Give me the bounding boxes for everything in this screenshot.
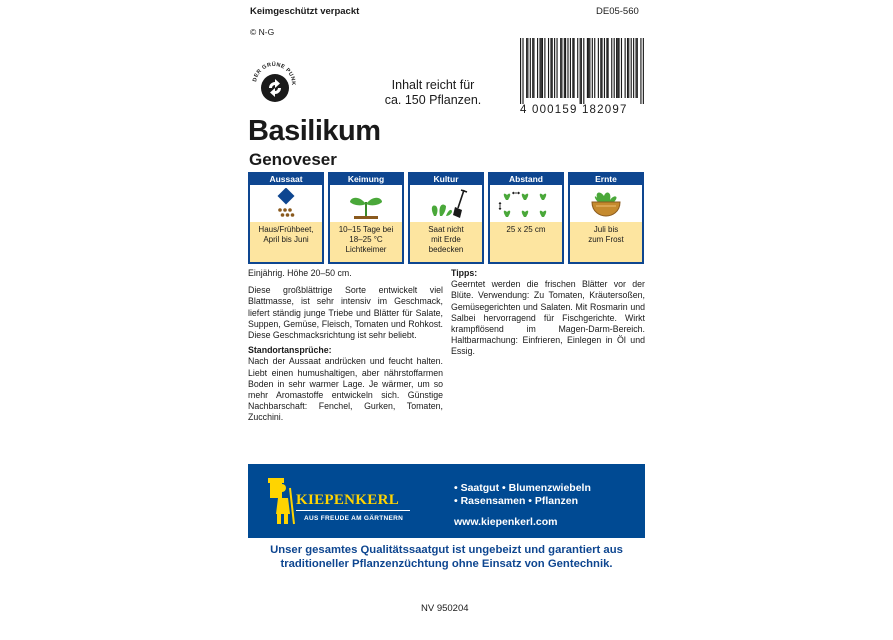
barcode (520, 38, 644, 118)
barcode-bar (533, 38, 534, 98)
barcode-number: 4 000159 182097 (520, 104, 628, 116)
seed-packet-icon (258, 188, 314, 220)
website-link[interactable]: www.kiepenkerl.com (454, 516, 558, 528)
info-box-keimung (328, 172, 404, 264)
barcode-bar (627, 38, 628, 98)
contents-line-2: ca. 150 Pflanzen. (384, 93, 482, 107)
barcode-bar (541, 38, 542, 98)
barcode-bar (570, 38, 571, 98)
quality-line-1: Unser gesamtes Qualitätssaatgut ist ungebeizt und garantiert aus (270, 544, 623, 556)
green-dot-label: DER GRÜNE PUNK (252, 61, 297, 86)
barcode-bar (640, 38, 641, 104)
barcode-bar (625, 38, 626, 98)
info-box-line: Lichtkeimer (345, 245, 387, 254)
barcode-bar (560, 38, 561, 98)
location-body: Nach der Aussaat andrücken und feucht halten. Liebt einen humushaltigen, aber nährstoffarmen Boden in sehr warmer Lage. Je wärmer, um so mehr Aromastoffe entwickeln sich. Günstige Nachbarschaft: Fenchel, Gurken, Tomaten, Zucchini. (248, 356, 443, 423)
copyright-note: © N-G (250, 27, 275, 37)
barcode-bar (618, 38, 619, 98)
barcode-bar (594, 38, 595, 98)
tips-heading: Tipps: (451, 268, 478, 278)
barcode-bar (539, 38, 540, 98)
barcode-bar (600, 38, 601, 98)
info-box-heading: Aussaat (250, 174, 322, 185)
product-title: Basilikum (248, 115, 381, 147)
barcode-bars (520, 38, 644, 104)
info-box-line: bedecken (428, 245, 464, 254)
packaging-note: Keimgeschützt verpackt (250, 6, 360, 17)
contents-line-1: Inhalt reicht für (391, 78, 475, 92)
barcode-bar (527, 38, 528, 98)
product-range-line: • Saatgut • Blumenzwiebeln (454, 482, 591, 494)
barcode-bar (606, 38, 607, 98)
barcode-bar (537, 38, 538, 98)
barcode-bar (628, 38, 629, 98)
barcode-bar (580, 38, 581, 104)
brand-claim: AUS FREUDE AM GÄRTNERN (304, 515, 404, 522)
barcode-bar (581, 38, 582, 104)
kiepenkerl-figure-icon (260, 474, 296, 526)
product-range-line: • Rasensamen • Pflanzen (454, 495, 579, 507)
info-box-kultur (408, 172, 484, 264)
seedling-icon (338, 188, 394, 220)
barcode-bar (608, 38, 609, 98)
barcode-bar (616, 38, 617, 98)
barcode-bar (588, 38, 589, 98)
barcode-bar (583, 38, 584, 104)
barcode-bar (556, 38, 557, 98)
description-intro: Einjährig. Höhe 20–50 cm. (248, 268, 352, 278)
info-box-heading: Kultur (410, 174, 482, 185)
barcode-bar (592, 38, 593, 98)
quality-line-2: traditioneller Pflanzenzüchtung ohne Einsatz von Gentechnik. (280, 558, 613, 570)
product-variety: Genoveser (249, 150, 337, 169)
barcode-bar (520, 38, 521, 104)
barcode-bar (577, 38, 578, 98)
barcode-bar (635, 38, 636, 98)
barcode-bar (564, 38, 565, 98)
brand-banner (248, 464, 645, 538)
barcode-bar (598, 38, 599, 98)
info-box-heading: Ernte (570, 174, 642, 185)
info-box-line: Saat nicht (428, 225, 464, 234)
barcode-bar (548, 38, 549, 98)
barcode-bar (587, 38, 588, 98)
barcode-bar (565, 38, 566, 98)
info-box-line: Juli bis (593, 225, 619, 234)
info-box-line: 18–25 °C (349, 235, 383, 244)
info-box-line: 10–15 Tage bei (338, 225, 394, 234)
info-box-line: mit Erde (431, 235, 461, 244)
barcode-bar (631, 38, 632, 98)
contents-note (362, 78, 504, 108)
spacing-plants-icon (498, 188, 554, 220)
barcode-bar (633, 38, 634, 98)
barcode-bar (552, 38, 553, 98)
article-code: DE05-560 (596, 6, 639, 17)
barcode-bar (567, 38, 568, 98)
description-column (248, 268, 443, 426)
info-box-line: 25 x 25 cm (506, 225, 546, 234)
barcode-bar (637, 38, 638, 98)
shovel-plant-icon (418, 188, 474, 220)
description-body: Diese großblättrige Sorte entwickelt viel Blattmasse, ist sehr intensiv im Geschmack, liefert ständig junge Triebe und Blätter für Salate, Suppen, Gemüse, Fleisch, Tomaten und Rohkost. Diese Geschmacksrichtung ist sehr beliebt. (248, 285, 443, 341)
barcode-bar (530, 38, 531, 98)
info-box-aussaat (248, 172, 324, 264)
product-range-list (454, 482, 591, 508)
tips-body: Geerntet werden die frischen Blätter vor der Blüte. Verwendung: Zu Tomaten, Kräutersoßen, Gemüsegerichten und Salaten. Mit Rosmarin und Salbei hervorragend für Fischgerichte. Wirkt krampflösend im Magen-Darm-Bereich. Haltbarmachung: Einfrieren, Einlegen in Öl und Essig. (451, 279, 645, 357)
info-box-line: April bis Juni (263, 235, 309, 244)
info-box-heading: Keimung (330, 174, 402, 185)
location-heading: Standortansprüche: (248, 345, 332, 356)
barcode-bar (554, 38, 555, 98)
harvest-bowl-icon (578, 188, 634, 220)
barcode-bar (601, 38, 602, 98)
info-box-line: zum Frost (588, 235, 624, 244)
barcode-bar (542, 38, 543, 98)
green-dot-logo (248, 58, 300, 110)
barcode-bar (522, 38, 523, 104)
info-box-line: Haus/Frühbeet, (258, 225, 314, 234)
green-dot-recycling-icon (248, 58, 300, 110)
barcode-bar (611, 38, 612, 98)
barcode-bar (572, 38, 573, 98)
info-box-heading: Abstand (490, 174, 562, 185)
barcode-bar (544, 38, 545, 98)
info-box-abstand (488, 172, 564, 264)
footer-code: NV 950204 (421, 603, 469, 614)
barcode-bar (614, 38, 615, 98)
barcode-bar (589, 38, 590, 98)
brand-divider (296, 510, 410, 511)
info-box-ernte (568, 172, 644, 264)
barcode-bar (532, 38, 533, 98)
barcode-bar (550, 38, 551, 98)
barcode-bar (643, 38, 644, 104)
barcode-bar (617, 38, 618, 98)
barcode-bar (621, 38, 622, 98)
barcode-bar (526, 38, 527, 98)
barcode-bar (561, 38, 562, 98)
brand-name: KIEPENKERL (296, 492, 400, 508)
tips-column (451, 268, 645, 360)
barcode-bar (604, 38, 605, 98)
barcode-bar (573, 38, 574, 98)
quality-note (248, 543, 645, 571)
